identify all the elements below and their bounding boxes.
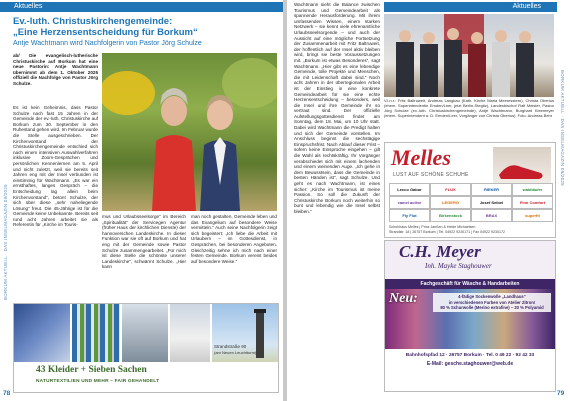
meyer-footer: [385, 349, 555, 391]
magazine-label: BORKUM AKTUELL · DAS INSELMAGAZIN 09/2025: [3, 184, 8, 300]
meyer-product-line-3: 80 % Schurwolle (Merino extrafine) – 20 % Polyamid: [440, 305, 544, 311]
portrait-photo: [102, 53, 277, 211]
meyer-new-label: Neu:: [389, 291, 418, 306]
ad-ch-meyer: [384, 240, 556, 392]
melles-address-2: Strandstr. 18 | 26757 Borkum | Tel. 04922 9230171 | Fax 04922 9230172: [389, 230, 506, 234]
meyer-email: E-Mail: gesche.staghouwer@web.de: [426, 361, 514, 367]
ad-address-line-1: Strandstraße 90: [214, 344, 247, 349]
article-column-4: Wachtmann sieht die Balance zwischen Tourismus und Gemeindearbeit als spannende Herausforderung. Mit ihrem umfassenden Wissen, einem starken Netzwerk – sie kennt viele ehrenamtliche Urlaubsseelsorgende – und auch der Aussicht auf eine mögliche Fortsetzung der Zusammenarbeit mit Fritz Baltruweit, der hoffentlich auf der Insel aktiv bleiben wird, bringt sie beste Voraussetzungen mit. „Borkum ist etwas Besonderes“, sagt Wachtmann. „Hier gibt es eine lebendige Gemeinde, tolle Projekte und Menschen, die mit Leidenschaft dabei sind.“ Noch acht Jahren in der überregionalen Arbeit ist der Einstieg in eine konkrete Gemeindearbeit für sie eine echte Herzensentscheidung – besonders, weil die Insel und ihre Gemeinde ihr so vertraut sind. Der offizielle Aufstellungsgottesdienst findet am Sonntag, dem 18. Mai, um 10 Uhr statt. Dabei wird Wachtmann die Predigt halten und sich der Gemeinde vorstellen. Im Anschluss beginnt die sechstägige Einspruchsfrist. Nach Ablauf dieser Frist – sofern keine Einsprüche eingehen – gilt die Wahl als rechtskräftig. Ihr Vorgänger verabschiedet sich mit einem lachenden und einem weinenden Auge. „Ich gehe in dem Bewusstsein, dass die Gemeinde in besten Händen ist“, sagt Schulze. Und geht es nach Wachtmann, ist eines sicher: „Kirche im Tourismus ist meine Passion. So soll die Zukunft der Christuskirche Borkum noch weiterhin so bunt und lebendig wie die Insel selbst bleiben.“: [294, 2, 380, 214]
melles-brand-logo: BRAX: [471, 209, 512, 222]
left-page: [0, 0, 283, 401]
melles-brand: Melles: [391, 145, 451, 170]
section-label: Aktuelles: [14, 3, 43, 10]
page-number: 79: [557, 390, 565, 397]
shoe-icon: [493, 147, 551, 187]
ad-address-line-2: (am Neuen Leuchtturm): [214, 350, 257, 355]
melles-brand-logo: waldläufer: [512, 183, 553, 196]
headline-line-2: „Eine Herzensentscheidung für Borkum“: [13, 27, 198, 38]
section-bar: [0, 2, 283, 12]
meyer-yarn-photo: [385, 289, 555, 349]
melles-brand-logo: camel active: [389, 196, 430, 209]
section-label: Aktuelles: [512, 3, 541, 10]
magazine-label: BORKUM AKTUELL · DAS INSELMAGAZIN 09/2025: [560, 70, 565, 186]
melles-address-1: Schuhhaus Melles | Prinz Janßen & Heide Michaelsen: [389, 225, 476, 229]
meyer-name: C.H. Meyer: [399, 242, 481, 261]
ad-photo-fabrics: [72, 304, 120, 362]
headline-line-1: Ev.-luth. Christuskirchengemeinde:: [13, 16, 173, 27]
group-photo: [384, 14, 554, 97]
page-number: 78: [3, 390, 11, 397]
ad-melles: [384, 142, 556, 238]
group-illustration: [384, 14, 554, 97]
article-headline: [13, 16, 279, 38]
article-column-3: man noch gestalten, Gemeinde leben und das Evangelium auf besondere Weise vermitteln.“ Auch seine Nachfolgerin zeigt sich begeistert: „Ich liebe die Arbeit mit Urlaubern – im Gottesdienst, in Gesprächen, bei besonderen Angeboten. Gleichzeitig sehne ich mich nach einer festen Gemeinde. Borkum vereint beides auf besondere Weise.“: [191, 214, 277, 264]
portrait-illustration: [102, 53, 277, 211]
meyer-owner: Inh. Mayke Staghouwer: [425, 262, 492, 270]
ad-photo-clothing-rack: [14, 304, 70, 362]
melles-brand-logo: Birkenstock: [430, 209, 471, 222]
right-page: [287, 0, 570, 401]
article-lead: ab/ Die evangelisch-lutherische Christuskirche auf Borkum hat eine neue Pastorin: Antje Wachtmann übernimmt ab dem 1. Oktober 2025 offiziell die Nachfolge von Pastor Jörg Schulze.: [13, 53, 98, 86]
ad-photo-shop-window: [170, 304, 210, 362]
meyer-product-line-1: 4-fädige Sockenwolle „Landhaus“: [458, 294, 526, 299]
melles-brand-logo: Lecco Gabor: [389, 183, 430, 196]
article-column-2: mus und Urlaubsseelsorge“ im Bereich „Spiritualität“ der Servicegen Agentur (früher Haus der kirchlichen Dienste) der hannoverschen Landeskirche. In dieser Funktion war sie oft auf Borkum und hat eng mit der Gemeinde sowie Pastor Schulze zusammengearbeitet. „Für mich ist diese Stelle die schönste unserer Landeskirche“, schwärmt Schulze. „Hier kann: [102, 214, 186, 270]
melles-brand-logo: Finn Comfort: [512, 196, 553, 209]
melles-brand-logo: FLUX: [430, 183, 471, 196]
ad-photo-lighthouse: [212, 304, 278, 362]
melles-brand-logo: Josef Seibel: [471, 196, 512, 209]
ad-43-kleider: [13, 303, 279, 393]
ad-photo-scarves: [122, 304, 168, 362]
ad-tagline: NATURTEXTILIEN UND MEHR – FAIR GEHANDELT: [36, 379, 160, 384]
meyer-product-box: [433, 293, 551, 312]
ad-headline: 43 Kleider + Sieben Sachen: [36, 365, 147, 375]
melles-brand-logo: superfit: [512, 209, 553, 222]
melles-brand-logo: Fly Flot: [389, 209, 430, 222]
melles-brand-logo: RIEKER: [471, 183, 512, 196]
article-subheadline: Antje Wachtmann wird Nachfolgerin von Pastor Jörg Schulze: [13, 40, 202, 47]
melles-store-photo: [493, 147, 551, 187]
meyer-product-line-2: in verschiedenen Farben von Atelier Zitron!: [448, 299, 536, 305]
photo-caption: V.l.n.r.: Fritz Baltruweit, Andreas Langkau (Kath. Kirche Maria Meeresstern), Christa Oberius (ehem. Superintendentin Emden/Leer, jetzt Berlin-Stegitz), Landesbischof Ralf Meister, Pastor Jörg Schulze (ev.-luth. Christuskirchengemeinde), Antje Wachtmann, Burghard Kleemeyer (ehem. Superintendent a. D. Emden/Leer, Vorgänger von Christa Oberius). Foto: Andreas Behr: [384, 98, 554, 118]
meyer-address: Bahnhofspfad 12 · 26757 Borkum · Tel. 0 49 22 - 92 42 33: [405, 353, 535, 358]
melles-brand-logo: LEGERO: [430, 196, 471, 209]
section-bar: [384, 2, 557, 12]
article-column-1: Es ist kein Geheimnis, dass Pastor Schulze nach fast 15 Jahren in der Gemeinde der ev.-luth. Christuskirche auf Borkum zum 30. September in den Ruhestand gehen wird. Im Februar wurde die Stelle ausgeschrieben. Der Kirchenvorstand der Christuskirchengemeinde entschied sich nach einem intensiven Auswahlverfahren inklusive Zoom-Gesprächen und persönlichen Kennenlernen am 5. April und nicht zuletzt, weil sie bereits seit Jahren eng mit der Insel verbunden ist einstimmig für Wachtmann. „Es war ein ernsthaftes, langes Gespräch – die Entscheidung lag allein beim Kirchenvorstand“, betont Schulze, der sich über diese „sehr naheliegende Lösung“ freut. Die 45-Jährige ist für die Gemeinde keine Unbekannte. Bereits seit rund acht Jahren arbeitet sie als Referentin für „Kirche im Touris-: [13, 105, 98, 228]
melles-slogan: LUST AUF SCHÖNE SCHUHE: [393, 172, 469, 178]
meyer-subtitle: Fachgeschäft für Wäsche & Handarbeiten: [385, 279, 555, 289]
meyer-header: [385, 241, 555, 279]
